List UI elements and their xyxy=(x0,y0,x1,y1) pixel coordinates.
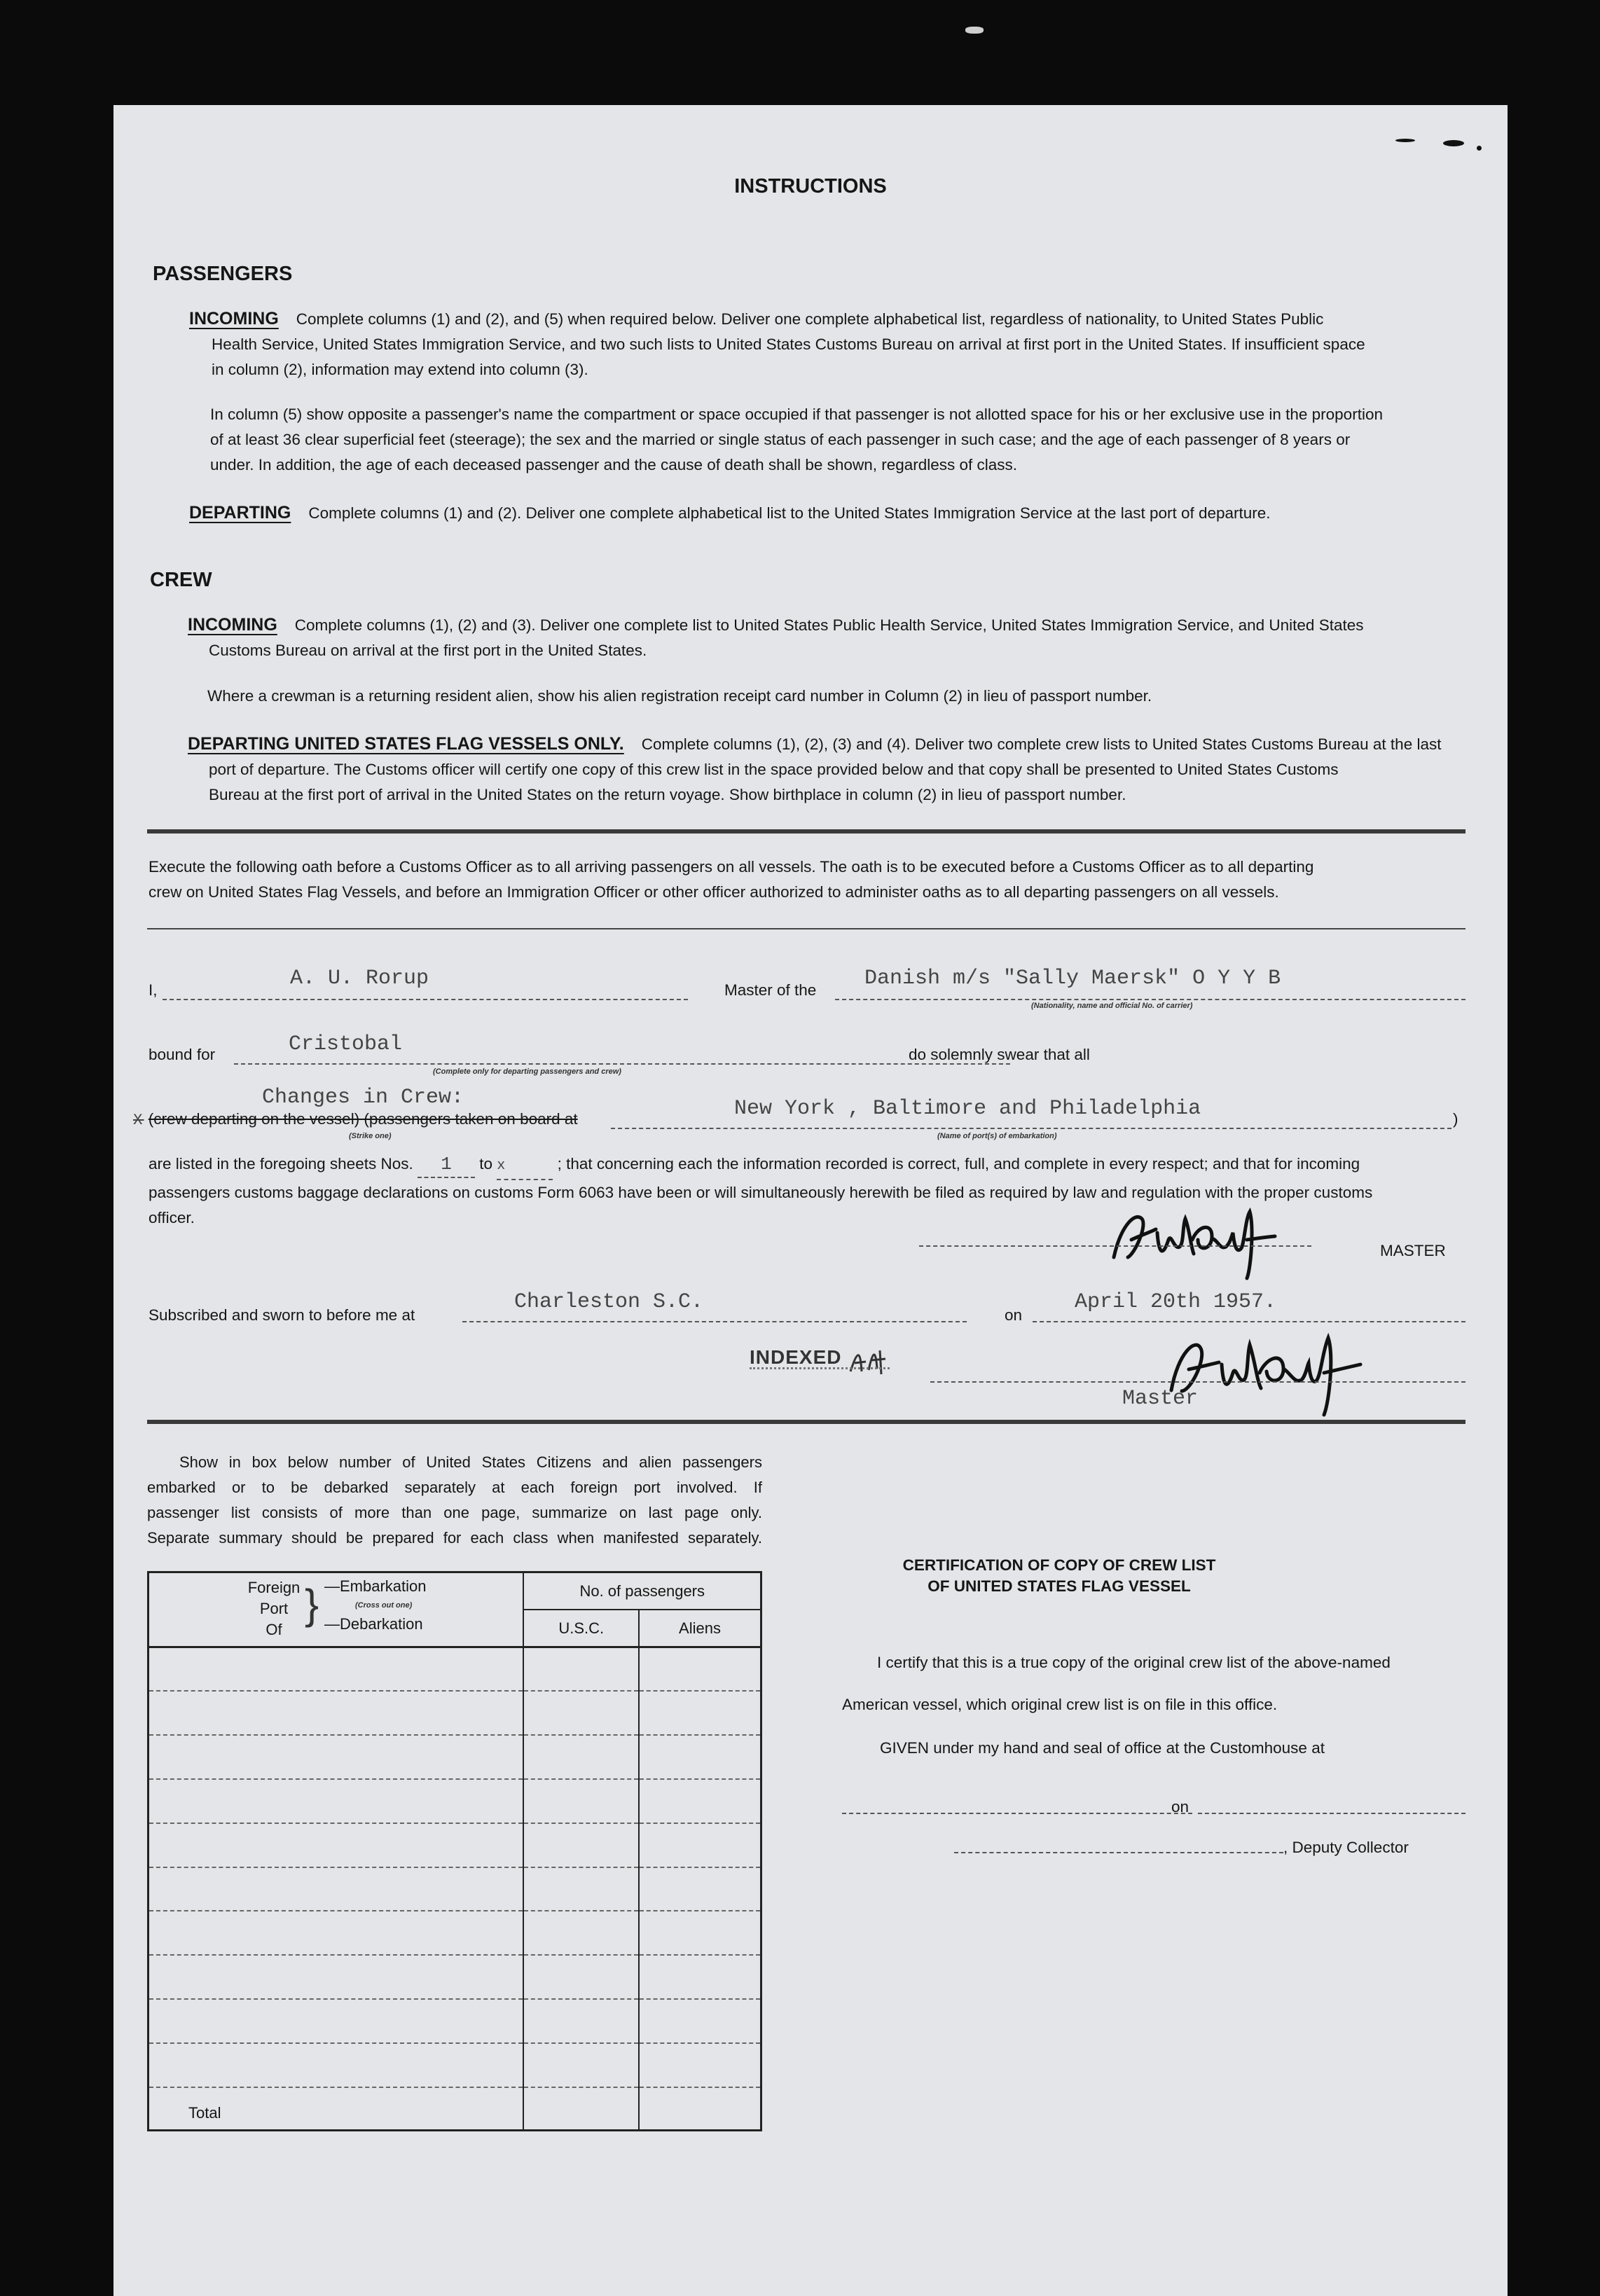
port-cell[interactable] xyxy=(149,1911,524,1955)
crew-departing-text: port of departure. The Customs officer will certify one copy of this crew list in the space provided below and that copy shall be presented to United States Customs xyxy=(209,761,1339,778)
crew-incoming-label: INCOMING xyxy=(188,615,277,635)
sheets-text: officer. xyxy=(149,1209,195,1226)
brace: } xyxy=(305,1581,319,1628)
master-signature xyxy=(1107,1198,1289,1282)
close-paren: ) xyxy=(1453,1110,1458,1128)
swear-label: do solemnly swear that all xyxy=(909,1046,1090,1063)
port-cell[interactable] xyxy=(149,1955,524,1999)
certification-text: GIVEN under my hand and seal of office at the Customhouse at xyxy=(880,1739,1325,1757)
embarkation-option[interactable]: —Embarkation xyxy=(324,1577,427,1595)
port-cell[interactable] xyxy=(149,1735,524,1779)
crew-departing-text: Bureau at the first port of arrival in the United States on the return voyage. Show birthplace in column (2) in lieu of passport number. xyxy=(209,786,1126,803)
aliens-header: Aliens xyxy=(639,1610,761,1647)
i-label: I, xyxy=(149,981,158,999)
summary-instr-text: embarked or to be debarked separately at each foreign port involved. If xyxy=(147,1479,762,1496)
usc-total-cell[interactable] xyxy=(523,2087,639,2131)
crew-incoming-para xyxy=(188,612,1464,663)
passengers-incoming-text: in column (2), information may extend into column (3). xyxy=(212,361,588,378)
column5-text: under. In addition, the age of each deceased passenger and the cause of death shall be shown, regardless of class. xyxy=(210,456,1018,473)
port-label: Port xyxy=(259,1600,289,1617)
aliens-cell[interactable] xyxy=(639,1691,761,1735)
oath-intro xyxy=(149,855,1465,905)
resident-alien-text: Where a crewman is a returning resident alien, show his alien registration receipt card number in Column (2) in lieu of passport number. xyxy=(207,687,1152,705)
aliens-cell[interactable] xyxy=(639,1867,761,1911)
column5-para xyxy=(210,402,1464,478)
bound-for-field[interactable] xyxy=(234,1028,1010,1065)
table-row xyxy=(149,1911,761,1955)
summary-instructions xyxy=(147,1450,762,1551)
oath-intro-text: crew on United States Flag Vessels, and before an Immigration Officer or other officer authorized to administer oaths as to all departing passengers on all vessels. xyxy=(149,883,1279,901)
certification-title-line: OF UNITED STATES FLAG VESSEL xyxy=(927,1577,1191,1595)
passenger-summary-table xyxy=(147,1571,762,2131)
section-divider xyxy=(147,1420,1465,1424)
usc-cell[interactable] xyxy=(523,1691,639,1735)
summary-instr-text: passenger list consists of more than one page, summarize on last page only. xyxy=(147,1504,762,1521)
crew-departing-para xyxy=(188,731,1464,808)
changes-in-crew-value: Changes in Crew: xyxy=(262,1086,464,1109)
sheet-from-field[interactable] xyxy=(418,1152,475,1178)
customs-form-page xyxy=(113,105,1508,2296)
sworn-date-field[interactable] xyxy=(1033,1290,1465,1322)
strike-caption: (Strike one) xyxy=(349,1132,392,1140)
total-label: Total xyxy=(149,2087,524,2131)
sworn-place-value: Charleston S.C. xyxy=(514,1290,704,1314)
indexed-initials xyxy=(845,1343,894,1378)
certification-on-label: on xyxy=(1171,1798,1189,1816)
certification-title xyxy=(849,1555,1269,1597)
aliens-total-cell[interactable] xyxy=(639,2087,761,2131)
bound-for-caption: (Complete only for departing passengers and crew) xyxy=(433,1067,621,1076)
aliens-cell[interactable] xyxy=(639,1911,761,1955)
port-cell[interactable] xyxy=(149,1999,524,2043)
usc-cell[interactable] xyxy=(523,2043,639,2087)
table-row xyxy=(149,1867,761,1911)
sheets-label: are listed in the foregoing sheets Nos. xyxy=(149,1155,413,1173)
port-cell[interactable] xyxy=(149,1823,524,1867)
usc-cell[interactable] xyxy=(523,1823,639,1867)
certification-date-field[interactable] xyxy=(1198,1813,1465,1814)
ports-value: New York , Baltimore and Philadelphia xyxy=(734,1097,1201,1121)
total-row xyxy=(149,2087,761,2131)
usc-cell[interactable] xyxy=(523,1867,639,1911)
section-divider xyxy=(147,928,1465,929)
sheet-to-field[interactable] xyxy=(497,1152,553,1180)
struck-text: X xyxy=(133,1111,144,1129)
passengers-heading: PASSENGERS xyxy=(153,263,293,285)
crew-departing-text: Complete columns (1), (2), (3) and (4). Deliver two complete crew lists to United States Customs Bureau at the last xyxy=(641,735,1442,753)
master-name-value: A. U. Rorup xyxy=(290,967,429,990)
officer-signature-line[interactable] xyxy=(930,1381,1465,1383)
usc-cell[interactable] xyxy=(523,1955,639,1999)
cross-out-caption: (Cross out one) xyxy=(355,1601,413,1610)
aliens-cell[interactable] xyxy=(639,2043,761,2087)
ink-speck xyxy=(1477,146,1482,151)
ink-speck xyxy=(1395,139,1415,142)
certification-text: American vessel, which original crew list is on file in this office. xyxy=(842,1696,1278,1713)
sheets-text: passengers customs baggage declarations on customs Form 6063 have been or will simultaneously herewith be filed as required by law and regulation with the proper customs xyxy=(149,1184,1373,1201)
column5-text: of at least 36 clear superficial feet (steerage); the sex and the married or single status of each passenger in such case; and the age of each passenger of 8 years or xyxy=(210,431,1351,448)
foreign-label: Foreign xyxy=(247,1579,301,1596)
summary-instr-text: Separate summary should be prepared for each class when manifested separately. xyxy=(147,1529,762,1547)
table-row xyxy=(149,1999,761,2043)
master-name-field[interactable] xyxy=(163,964,688,1000)
vessel-caption: (Nationality, name and official No. of carrier) xyxy=(1031,1002,1193,1010)
port-cell[interactable] xyxy=(149,2043,524,2087)
master-of-label: Master of the xyxy=(724,981,817,999)
num-passengers-header: No. of passengers xyxy=(523,1572,761,1610)
crew-heading: CREW xyxy=(150,569,212,591)
passengers-incoming-text: Health Service, United States Immigration Service, and two such lists to United States Customs Bureau on arrival at first port in the United States. If insufficient space xyxy=(212,336,1365,353)
table-row xyxy=(149,1647,761,1692)
table-row xyxy=(149,1823,761,1867)
film-speck xyxy=(965,27,984,34)
usc-cell[interactable] xyxy=(523,1735,639,1779)
certification-title-line: CERTIFICATION OF COPY OF CREW LIST xyxy=(902,1556,1216,1574)
crew-departing-label: (crew departing on the vessel) (passengers taken on board at xyxy=(148,1110,578,1128)
passengers-departing-label: DEPARTING xyxy=(189,503,291,523)
sworn-on-label: on xyxy=(1005,1306,1023,1324)
port-cell[interactable] xyxy=(149,1867,524,1911)
passengers-departing-para xyxy=(189,500,1464,526)
passengers-incoming-text: Complete columns (1) and (2), and (5) when required below. Deliver one complete alphabetical list, regardless of nationality, to United States Public xyxy=(296,310,1324,328)
indexed-stamp-text: INDEXED xyxy=(750,1346,842,1369)
port-cell[interactable] xyxy=(149,1779,524,1823)
aliens-cell[interactable] xyxy=(639,1999,761,2043)
vessel-value: Danish m/s "Sally Maersk" O Y Y B xyxy=(864,967,1281,990)
usc-cell[interactable] xyxy=(523,1911,639,1955)
usc-cell[interactable] xyxy=(523,1779,639,1823)
deputy-collector-label: , Deputy Collector xyxy=(1283,1839,1409,1856)
to-label: to xyxy=(479,1155,493,1173)
of-label: Of xyxy=(265,1621,282,1638)
table-row xyxy=(149,1955,761,1999)
bound-for-value: Cristobal xyxy=(289,1032,403,1056)
sworn-date-value: April 20th 1957. xyxy=(1075,1290,1277,1314)
port-cell[interactable] xyxy=(149,1647,524,1692)
section-divider xyxy=(147,829,1465,834)
aliens-cell[interactable] xyxy=(639,1823,761,1867)
aliens-cell[interactable] xyxy=(639,1955,761,1999)
usc-cell[interactable] xyxy=(523,1999,639,2043)
master-label: MASTER xyxy=(1380,1242,1446,1259)
master-typed: Master xyxy=(1122,1387,1199,1411)
customhouse-field[interactable] xyxy=(842,1813,1192,1814)
sworn-place-field[interactable] xyxy=(462,1290,967,1322)
instructions-title: INSTRUCTIONS xyxy=(734,175,887,198)
crew-departing-label: DEPARTING UNITED STATES FLAG VESSELS ONLY. xyxy=(188,734,624,754)
port-cell[interactable] xyxy=(149,1691,524,1735)
debarkation-option[interactable]: —Debarkation xyxy=(324,1615,423,1633)
oath-intro-text: Execute the following oath before a Customs Officer as to all arriving passengers on all vessels. The oath is to be executed before a Customs Officer as to all departing xyxy=(149,858,1314,876)
table-row xyxy=(149,1779,761,1823)
table-row xyxy=(149,2043,761,2087)
passengers-incoming-para xyxy=(189,306,1464,382)
passengers-incoming-label: INCOMING xyxy=(189,309,279,329)
bound-for-label: bound for xyxy=(149,1046,216,1063)
indexed-stamp xyxy=(750,1343,894,1378)
deputy-collector-field[interactable] xyxy=(954,1852,1283,1853)
sheets-text: ; that concerning each the information recorded is correct, full, and complete in every respect; and that for incoming xyxy=(557,1155,1360,1173)
aliens-cell[interactable] xyxy=(639,1647,761,1692)
ink-speck xyxy=(1443,140,1464,146)
aliens-cell[interactable] xyxy=(639,1779,761,1823)
ports-field[interactable] xyxy=(611,1095,1451,1129)
aliens-cell[interactable] xyxy=(639,1735,761,1779)
crew-incoming-text: Customs Bureau on arrival at the first port in the United States. xyxy=(209,642,647,659)
sheet-to-value: x xyxy=(497,1158,506,1174)
sheet-from-value: 1 xyxy=(441,1154,452,1175)
usc-cell[interactable] xyxy=(523,1647,639,1692)
column5-text: In column (5) show opposite a passenger's name the compartment or space occupied if that passenger is not allotted space for his or her exclusive use in the proportion xyxy=(210,406,1383,423)
table-row xyxy=(149,1691,761,1735)
vessel-field[interactable] xyxy=(835,964,1465,1000)
sworn-label: Subscribed and sworn to before me at xyxy=(149,1306,415,1324)
table-row xyxy=(149,1735,761,1779)
passengers-departing-text: Complete columns (1) and (2). Deliver one complete alphabetical list to the United States Immigration Service at the last port of departure. xyxy=(308,504,1271,522)
master-signature-line[interactable] xyxy=(919,1245,1311,1247)
crew-incoming-text: Complete columns (1), (2) and (3). Deliver one complete list to United States Public Health Service, United States Immigration Service, and United States xyxy=(294,616,1364,634)
crew-departing-phrase xyxy=(133,1107,578,1133)
certification-text: I certify that this is a true copy of the original crew list of the above-named xyxy=(877,1654,1391,1671)
usc-header: U.S.C. xyxy=(523,1610,639,1647)
ports-caption: (Name of port(s) of embarkation) xyxy=(937,1132,1057,1140)
foreign-port-header xyxy=(149,1572,524,1647)
summary-instr-text: Show in box below number of United States Citizens and alien passengers xyxy=(179,1453,762,1471)
